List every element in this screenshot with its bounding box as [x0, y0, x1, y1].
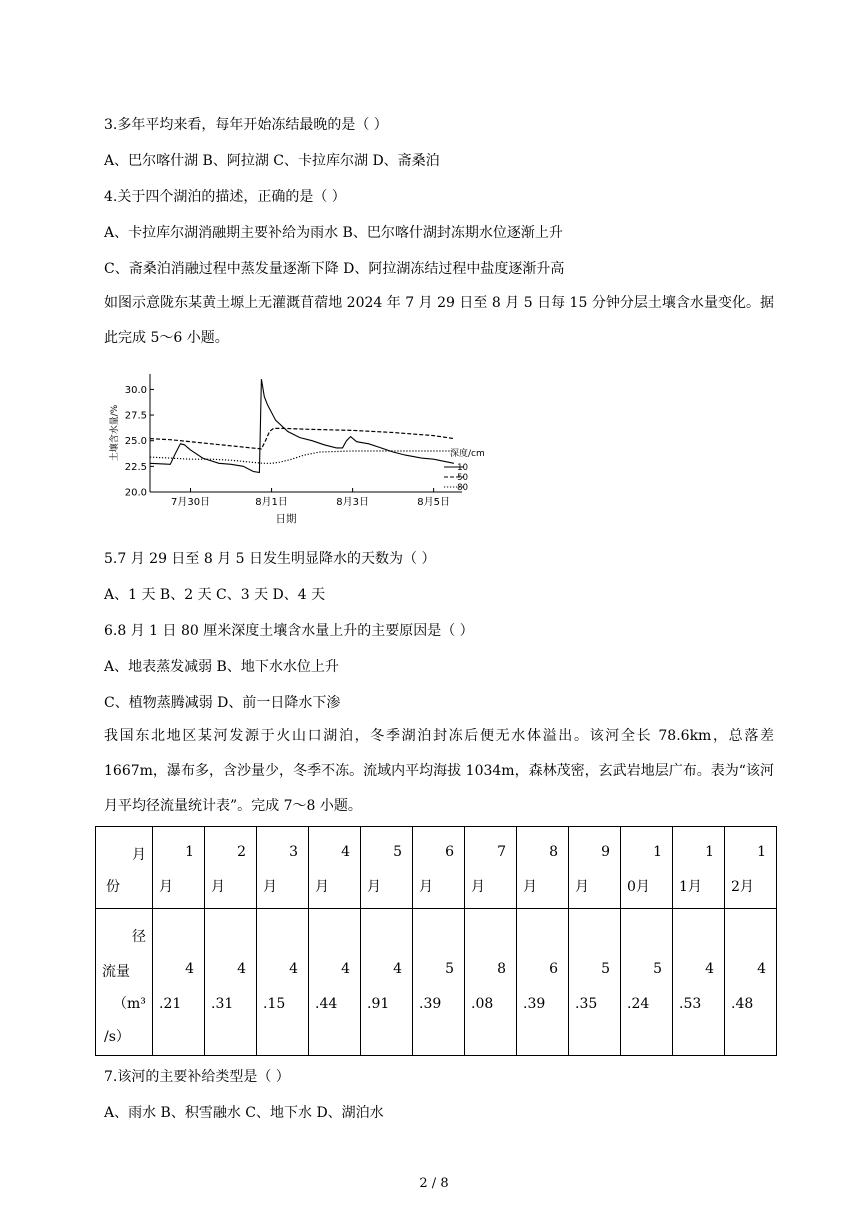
x-tick-label: 7月30日 — [170, 497, 211, 508]
runoff-cell — [465, 909, 517, 1056]
q6-options-2: C、植物蒸腾减弱 D、前一日降水下渗 — [104, 695, 341, 711]
runoff-cell — [725, 909, 777, 1056]
month-suffix: 1月 — [679, 879, 702, 895]
month-suffix: 2月 — [731, 879, 754, 895]
month-num: 9 — [601, 844, 610, 860]
runoff-header-3: （m³ — [113, 996, 146, 1012]
runoff-header-cell — [96, 909, 153, 1056]
runoff-dec: .15 — [263, 996, 286, 1012]
runoff-cell — [569, 909, 621, 1056]
runoff-int: 8 — [497, 961, 506, 977]
q7-stem: 7.该河的主要补给类型是（ ） — [104, 1069, 290, 1085]
page-number: 2 / 8 — [419, 1176, 449, 1191]
runoff-cell — [153, 909, 205, 1056]
month-suffix: 月 — [471, 879, 485, 895]
runoff-int: 4 — [237, 961, 246, 977]
legend-title: 深度/cm — [450, 449, 485, 459]
q6-options-1: A、地表蒸发减弱 B、地下水水位上升 — [104, 659, 339, 675]
runoff-int: 4 — [705, 961, 714, 977]
soil-moisture-chart — [104, 366, 485, 531]
intro-78: 我国东北地区某河发源于火山口湖泊，冬季湖泊封冻后便无水体溢出。该河全长 78.6km，总落差 1667m，瀑布多，含沙量少，冬季不冻。流域内平均海拔 1034m，森林茂密，玄武岩地层广布。表为“该河月平均径流量统计表”。完成 7～8 小题。 — [104, 728, 774, 814]
month-num: 5 — [393, 844, 402, 860]
runoff-row — [96, 909, 777, 1056]
runoff-header-2: 流量 — [102, 964, 130, 980]
runoff-dec: .48 — [731, 996, 754, 1012]
y-tick-label: 30.0 — [124, 384, 147, 396]
runoff-table — [95, 826, 777, 1056]
month-suffix: 0月 — [627, 879, 650, 895]
runoff-dec: .21 — [159, 996, 182, 1012]
x-tick-label: 8月1日 — [255, 497, 288, 508]
month-suffix: 月 — [575, 879, 589, 895]
q4-stem: 4.关于四个湖泊的描述，正确的是（ ） — [104, 189, 346, 205]
runoff-int: 5 — [601, 961, 610, 977]
month-num: 2 — [237, 844, 246, 860]
month-header-cell — [96, 827, 153, 909]
runoff-dec: .53 — [679, 996, 702, 1012]
month-suffix: 月 — [263, 879, 277, 895]
intro-56: 如图示意陇东某黄土塬上无灌溉苜蓿地 2024 年 7 月 29 日至 8 月 5 日每 15 分钟分层土壤含水量变化。据此完成 5～6 小题。 — [104, 295, 774, 346]
runoff-dec: .44 — [315, 996, 338, 1012]
runoff-dec: .39 — [419, 996, 442, 1012]
runoff-dec: .24 — [627, 996, 650, 1012]
q7-options: A、雨水 B、积雪融水 C、地下水 D、湖泊水 — [104, 1105, 384, 1121]
runoff-cell — [257, 909, 309, 1056]
runoff-cell — [361, 909, 413, 1056]
legend-label-80: 80 — [457, 483, 468, 493]
runoff-cell — [673, 909, 725, 1056]
month-cell — [673, 827, 725, 909]
month-cell — [725, 827, 777, 909]
q4-options-2: C、斋桑泊消融过程中蒸发量逐渐下降 D、阿拉湖冻结过程中盐度逐渐升高 — [104, 261, 565, 277]
runoff-int: 4 — [341, 961, 350, 977]
runoff-dec: .35 — [575, 996, 598, 1012]
month-cell — [465, 827, 517, 909]
series-10-line — [150, 379, 454, 472]
q6-stem: 6.8 月 1 日 80 厘米深度土壤含水量上升的主要原因是（ ） — [104, 623, 474, 639]
runoff-dec: .08 — [471, 996, 494, 1012]
month-num: 7 — [497, 844, 506, 860]
runoff-header-4: /s） — [104, 1029, 130, 1045]
month-num: 3 — [289, 844, 298, 860]
month-num: 1 — [705, 844, 714, 860]
q5-stem: 5.7 月 29 日至 8 月 5 日发生明显降水的天数为（ ） — [104, 551, 436, 567]
month-cell — [621, 827, 673, 909]
x-axis-label: 日期 — [275, 513, 297, 525]
x-tick-label: 8月5日 — [417, 497, 451, 508]
month-header-1: 月 — [132, 847, 146, 863]
y-tick-label: 27.5 — [124, 410, 147, 422]
month-suffix: 月 — [419, 879, 433, 895]
month-num: 1 — [185, 844, 194, 860]
runoff-int: 4 — [393, 961, 402, 977]
month-num: 8 — [549, 844, 558, 860]
y-tick-label: 20.0 — [124, 487, 147, 499]
month-suffix: 月 — [523, 879, 537, 895]
runoff-int: 4 — [757, 961, 766, 977]
q3-stem: 3.多年平均来看，每年开始冻结最晚的是（ ） — [104, 117, 388, 133]
month-suffix: 月 — [159, 879, 173, 895]
runoff-cell — [205, 909, 257, 1056]
month-num: 4 — [341, 844, 350, 860]
month-row — [96, 827, 777, 909]
month-num: 1 — [757, 844, 766, 860]
month-header-2: 份 — [106, 879, 120, 895]
x-tick-label: 8月3日 — [336, 497, 369, 508]
q3-options: A、巴尔喀什湖 B、阿拉湖 C、卡拉库尔湖 D、斋桑泊 — [104, 153, 440, 169]
month-num: 6 — [445, 844, 454, 860]
y-tick-label: 25.0 — [124, 436, 147, 448]
runoff-cell — [621, 909, 673, 1056]
month-cell — [569, 827, 621, 909]
runoff-int: 6 — [549, 961, 558, 977]
month-num: 1 — [653, 844, 662, 860]
month-suffix: 月 — [211, 879, 225, 895]
month-cell — [413, 827, 465, 909]
runoff-int: 5 — [445, 961, 454, 977]
runoff-int: 5 — [653, 961, 662, 977]
month-cell — [361, 827, 413, 909]
y-axis-label: 土壤含水量/% — [110, 404, 120, 462]
q5-options: A、1 天 B、2 天 C、3 天 D、4 天 — [104, 587, 326, 603]
legend-label-50: 50 — [457, 473, 468, 483]
month-cell — [257, 827, 309, 909]
legend-label-10: 10 — [457, 463, 468, 473]
runoff-int: 4 — [289, 961, 298, 977]
month-cell — [517, 827, 569, 909]
month-cell — [153, 827, 205, 909]
runoff-dec: .39 — [523, 996, 546, 1012]
q4-options-1: A、卡拉库尔湖消融期主要补给为雨水 B、巴尔喀什湖封冻期水位逐渐上升 — [104, 225, 563, 241]
month-suffix: 月 — [367, 879, 381, 895]
month-cell — [205, 827, 257, 909]
runoff-int: 4 — [185, 961, 194, 977]
runoff-cell — [309, 909, 361, 1056]
runoff-dec: .31 — [211, 996, 234, 1012]
runoff-cell — [413, 909, 465, 1056]
runoff-dec: .91 — [367, 996, 390, 1012]
month-suffix: 月 — [315, 879, 329, 895]
y-tick-label: 22.5 — [124, 461, 147, 473]
month-cell — [309, 827, 361, 909]
runoff-header-1: 径 — [132, 929, 146, 945]
runoff-cell — [517, 909, 569, 1056]
